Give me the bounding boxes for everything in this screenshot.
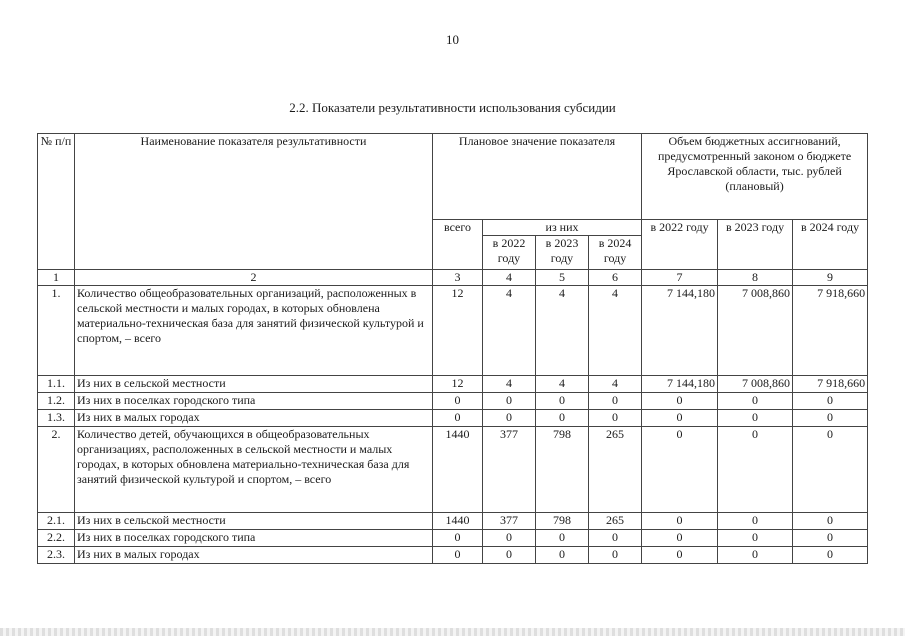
header-name: Наименование показателя результативности (75, 134, 433, 270)
plan-total: 0 (433, 410, 483, 427)
plan-2023: 798 (536, 513, 589, 530)
indicator-name: Количество общеобразовательных организаций, расположенных в сельской местности и малых городах, в которых обновлена материально-техническая база для занятий физической культурой и спортом, – всего (75, 286, 433, 376)
budget-2023: 0 (718, 393, 793, 410)
indicator-name: Из них в поселках городского типа (75, 393, 433, 410)
table-row (38, 393, 868, 410)
budget-2024: 0 (793, 547, 868, 564)
header-budget-2024: в 2024 году (793, 220, 868, 270)
column-number: 7 (642, 270, 718, 286)
plan-2024: 4 (589, 286, 642, 376)
budget-2023: 0 (718, 427, 793, 513)
plan-2022: 0 (483, 530, 536, 547)
plan-2024: 265 (589, 427, 642, 513)
row-number: 1.1. (38, 376, 75, 393)
scan-edge (0, 628, 905, 636)
budget-2024: 7 918,660 (793, 376, 868, 393)
budget-2022: 0 (642, 513, 718, 530)
plan-total: 0 (433, 393, 483, 410)
plan-2024: 265 (589, 513, 642, 530)
budget-2024: 0 (793, 393, 868, 410)
plan-total: 1440 (433, 513, 483, 530)
plan-2024: 0 (589, 530, 642, 547)
header-plan-2023: в 2023 году (536, 236, 589, 270)
budget-2023: 7 008,860 (718, 286, 793, 376)
header-total: всего (433, 220, 483, 270)
plan-2022: 4 (483, 376, 536, 393)
column-number: 4 (483, 270, 536, 286)
section-title: 2.2. Показатели результативности использования субсидии (289, 100, 616, 115)
plan-2024: 0 (589, 547, 642, 564)
plan-2023: 4 (536, 376, 589, 393)
header-plan: Плановое значение показателя (433, 134, 642, 220)
budget-2023: 0 (718, 547, 793, 564)
budget-2024: 0 (793, 410, 868, 427)
plan-2024: 0 (589, 393, 642, 410)
indicator-name: Из них в сельской местности (75, 513, 433, 530)
budget-2022: 7 144,180 (642, 376, 718, 393)
budget-2024: 7 918,660 (793, 286, 868, 376)
column-number: 5 (536, 270, 589, 286)
budget-2022: 0 (642, 427, 718, 513)
plan-2023: 0 (536, 547, 589, 564)
indicator-name: Из них в поселках городского типа (75, 530, 433, 547)
plan-2022: 377 (483, 427, 536, 513)
row-number: 2.1. (38, 513, 75, 530)
budget-2023: 0 (718, 513, 793, 530)
plan-2023: 4 (536, 286, 589, 376)
plan-2023: 0 (536, 530, 589, 547)
row-number: 1.2. (38, 393, 75, 410)
plan-2023: 798 (536, 427, 589, 513)
column-number: 1 (38, 270, 75, 286)
header-budget-2023: в 2023 году (718, 220, 793, 270)
budget-2022: 7 144,180 (642, 286, 718, 376)
plan-2023: 0 (536, 393, 589, 410)
plan-total: 12 (433, 286, 483, 376)
indicator-name: Количество детей, обучающихся в общеобразовательных организациях, расположенных в сельской местности и малых городах, в которых обновлена материально-техническая база для занятий физической культурой и спортом, – всего (75, 427, 433, 513)
plan-total: 12 (433, 376, 483, 393)
table-row (38, 547, 868, 564)
header-plan-2022: в 2022 году (483, 236, 536, 270)
column-number: 9 (793, 270, 868, 286)
budget-2024: 0 (793, 530, 868, 547)
budget-2022: 0 (642, 393, 718, 410)
budget-2024: 0 (793, 427, 868, 513)
budget-2023: 7 008,860 (718, 376, 793, 393)
row-number: 1.3. (38, 410, 75, 427)
header-num: № п/п (38, 134, 75, 270)
table-row (38, 427, 868, 513)
indicator-name: Из них в малых городах (75, 547, 433, 564)
budget-2024: 0 (793, 513, 868, 530)
budget-2023: 0 (718, 530, 793, 547)
budget-2023: 0 (718, 410, 793, 427)
plan-total: 0 (433, 530, 483, 547)
column-number: 8 (718, 270, 793, 286)
plan-2022: 4 (483, 286, 536, 376)
plan-2022: 0 (483, 547, 536, 564)
plan-total: 1440 (433, 427, 483, 513)
plan-2023: 0 (536, 410, 589, 427)
budget-2022: 0 (642, 530, 718, 547)
plan-total: 0 (433, 547, 483, 564)
indicator-name: Из них в малых городах (75, 410, 433, 427)
table-row (38, 513, 868, 530)
row-number: 1. (38, 286, 75, 376)
budget-2022: 0 (642, 410, 718, 427)
plan-2022: 0 (483, 393, 536, 410)
column-number: 3 (433, 270, 483, 286)
budget-2022: 0 (642, 547, 718, 564)
column-number: 2 (75, 270, 433, 286)
header-budget: Объем бюджетных ассигнований, предусмотренный законом о бюджете Ярославской области, тыс. рублей (плановый) (642, 134, 868, 220)
plan-2022: 377 (483, 513, 536, 530)
plan-2024: 0 (589, 410, 642, 427)
page-number: 10 (446, 32, 459, 47)
table-row (38, 410, 868, 427)
plan-2022: 0 (483, 410, 536, 427)
header-plan-2024: в 2024 году (589, 236, 642, 270)
column-number: 6 (589, 270, 642, 286)
header-of-them: из них (483, 220, 642, 236)
row-number: 2. (38, 427, 75, 513)
table-row (38, 376, 868, 393)
table-row (38, 530, 868, 547)
row-number: 2.2. (38, 530, 75, 547)
indicator-name: Из них в сельской местности (75, 376, 433, 393)
plan-2024: 4 (589, 376, 642, 393)
header-budget-2022: в 2022 году (642, 220, 718, 270)
indicators-table (37, 133, 868, 564)
table-row (38, 286, 868, 376)
row-number: 2.3. (38, 547, 75, 564)
